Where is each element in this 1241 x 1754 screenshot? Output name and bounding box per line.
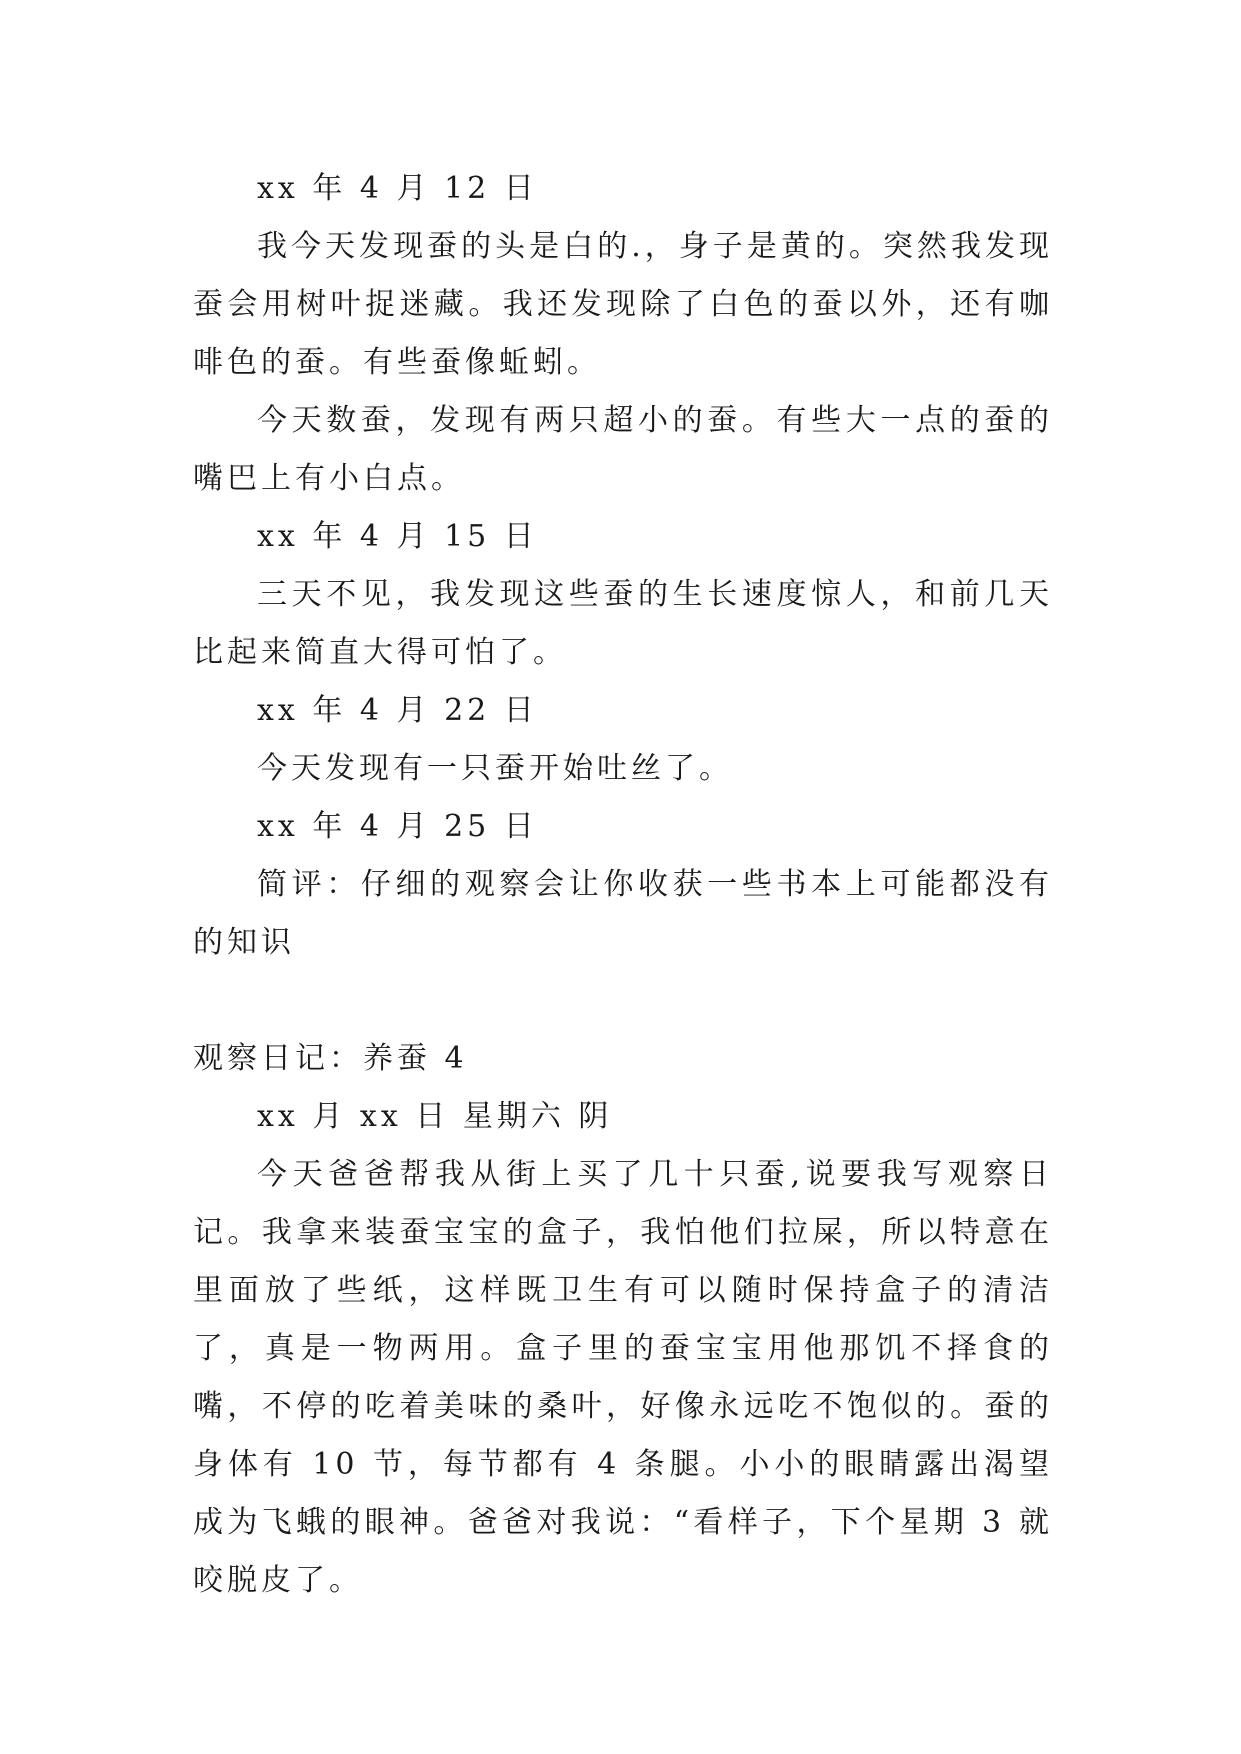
section-body: 今天爸爸帮我从街上买了几十只蚕,说要我写观察日记。我拿来装蚕宝宝的盒子，我怕他们拉屎，所以特意在里面放了些纸，这样既卫生有可以随时保持盒子的清洁了，真是一物两用。盒子里的蚕宝宝用他那饥不择食的嘴，不停的吃着美味的桑叶，好像永远吃不饱似的。蚕的身体有 10 节，每节都有 4 条腿。小小的眼睛露出渴望成为飞蛾的眼神。爸爸对我说：“看样子，下个星期 3 就咬脱皮了。 <box>193 1157 1053 1598</box>
comment-paragraph: 简评：仔细的观察会让你收获一些书本上可能都没有的知识 <box>193 867 1053 960</box>
entry-paragraph: 今天数蚕，发现有两只超小的蚕。有些大一点的蚕的嘴巴上有小白点。 <box>193 403 1053 496</box>
entry-paragraph: 今天发现有一只蚕开始吐丝了。 <box>257 751 733 786</box>
entry-date: xx 年 4 月 15 日 <box>257 519 538 554</box>
section-spacer <box>193 972 1053 1030</box>
section-date: xx 月 xx 日 星期六 阴 <box>257 1099 613 1134</box>
document-page <box>193 160 1053 1610</box>
entry-date: xx 年 4 月 12 日 <box>257 171 538 206</box>
entry-paragraph: 我今天发现蚕的头是白的.，身子是黄的。突然我发现蚕会用树叶捉迷藏。我还发现除了白色的蚕以外，还有咖啡色的蚕。有些蚕像蚯蚓。 <box>193 229 1053 380</box>
entry-date: xx 年 4 月 25 日 <box>257 809 538 844</box>
entry-paragraph: 三天不见，我发现这些蚕的生长速度惊人，和前几天比起来简直大得可怕了。 <box>193 577 1053 670</box>
entry-date: xx 年 4 月 22 日 <box>257 693 538 728</box>
section-title: 观察日记：养蚕 4 <box>193 1041 468 1076</box>
